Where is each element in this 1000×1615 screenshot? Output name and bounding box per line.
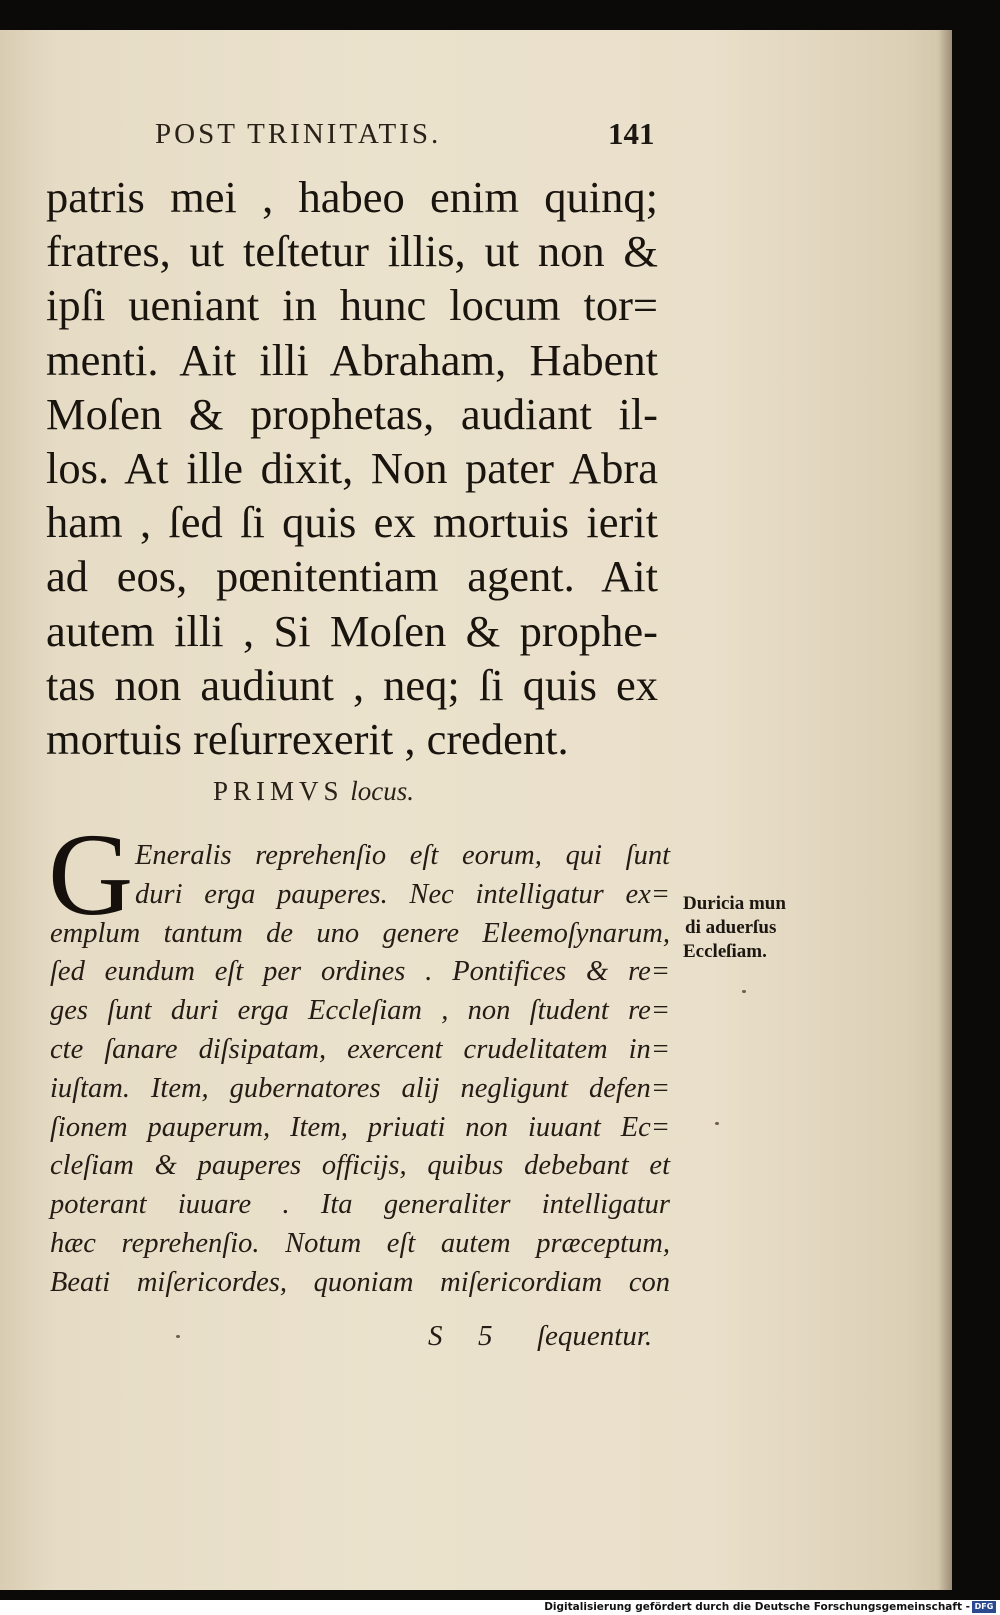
- text-line: hæc reprehenſio. Notum eſt autem præceptum,: [50, 1227, 670, 1259]
- text-line: Moſen & prophetas, audiant il-: [46, 388, 658, 439]
- commentary-text-block: [50, 837, 670, 1303]
- paper-speck: [742, 990, 746, 993]
- text-line: iuſtam. Item, gubernatores alij negligunt defen=: [50, 1072, 670, 1104]
- text-line: poterant iuuare . Ita generaliter intelligatur: [50, 1189, 670, 1221]
- running-head: POST TRINITATIS.: [155, 118, 442, 150]
- marginal-note-line: Duricia mun: [683, 893, 786, 914]
- text-line: duri erga pauperes. Nec intelligatur ex=: [135, 878, 670, 910]
- drop-cap-initial: G: [48, 809, 134, 940]
- paper-speck: [176, 1335, 180, 1338]
- book-page: [0, 30, 952, 1590]
- section-heading: [213, 776, 414, 807]
- text-line: cleſiam & pauperes officijs, quibus debebant et: [50, 1150, 670, 1182]
- footer-bar: [0, 1600, 1000, 1615]
- text-line: cte ſanare diſsipatam, exercent crudelitatem in=: [50, 1033, 670, 1065]
- text-line: los. At ille dixit, Non pater Abra: [46, 443, 658, 494]
- digitization-credit: Digitalisierung gefördert durch die Deutsche Forschungsgemeinschaft -: [544, 1601, 970, 1613]
- catchword: ſequentur.: [537, 1320, 653, 1352]
- page-number: 141: [608, 116, 655, 151]
- text-line: ad eos, pœnitentiam agent. Ait: [46, 551, 658, 602]
- marginal-note: [683, 892, 833, 964]
- text-line: patris mei , habeo enim quinq;: [46, 172, 658, 222]
- signature-mark: 5: [478, 1320, 493, 1352]
- signature-mark: S: [428, 1320, 443, 1352]
- paper-speck: [715, 1122, 719, 1125]
- section-heading-caps: PRIMVS: [213, 776, 344, 806]
- text-line: Eneralis reprehenſio eſt eorum, qui ſunt: [135, 840, 670, 871]
- text-line: emplum tantum de uno genere Eleemoſynarum,: [50, 917, 670, 949]
- dfg-logo-icon: DFG: [972, 1601, 996, 1613]
- text-line: fratres, ut teſtetur illis, ut non &: [46, 226, 658, 277]
- marginal-note-line: Eccleſiam.: [683, 941, 767, 962]
- text-line: menti. Ait illi Abraham, Habent: [46, 334, 658, 385]
- text-line: ſed eundum eſt per ordines . Pontifices & re=: [50, 956, 670, 988]
- text-line: tas non audiunt , neq; ſi quis ex: [46, 659, 658, 710]
- text-line: mortuis reſurrexerit , credent.: [46, 714, 569, 765]
- text-line: ges ſunt duri erga Eccleſiam , non ſtudent re=: [50, 995, 670, 1027]
- text-line: autem illi , Si Moſen & prophe-: [46, 605, 658, 656]
- text-line: ipſi ueniant in hunc locum tor=: [46, 280, 658, 331]
- scripture-text-block: [46, 170, 658, 766]
- section-heading-italic: locus.: [350, 776, 415, 806]
- text-line: ſionem pauperum, Item, priuati non iuuant Ec=: [50, 1111, 670, 1143]
- text-line: Beati miſericordes, quoniam miſericordiam con: [50, 1266, 670, 1298]
- text-line: ham , ſed ſi quis ex mortuis ierit: [46, 497, 658, 548]
- marginal-note-line: di aduerſus: [685, 917, 777, 938]
